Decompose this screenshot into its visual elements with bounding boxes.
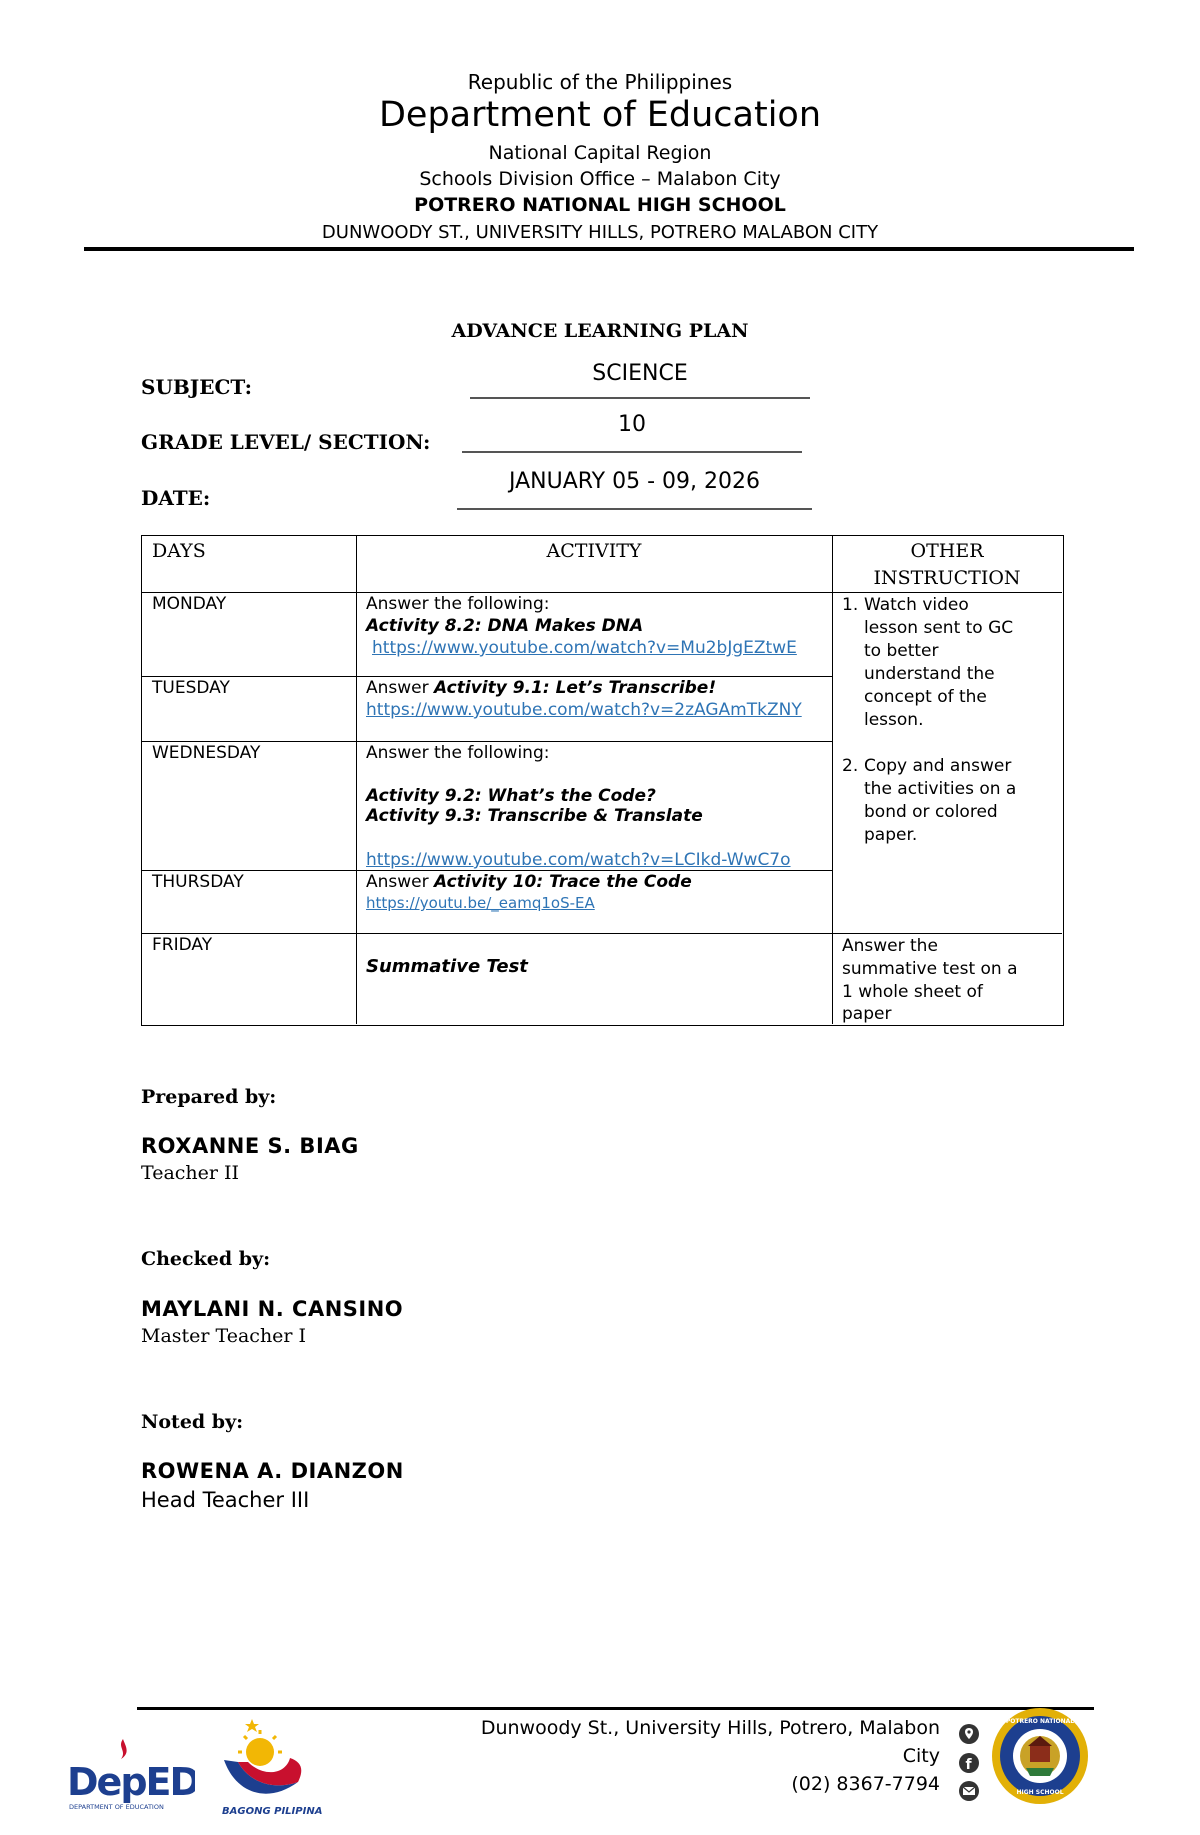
instruction-1-line5: concept of the	[864, 687, 987, 707]
instruction-2-number: 2.	[842, 756, 859, 776]
wednesday-activity-2: Activity 9.3: Transcribe & Translate	[366, 806, 703, 826]
row-day-friday: FRIDAY	[152, 935, 213, 955]
svg-text:f: f	[965, 1757, 972, 1773]
checked-by-position: Master Teacher I	[141, 1325, 307, 1347]
instruction-2-line2: the activities on a	[864, 779, 1017, 799]
header-division: Schools Division Office – Malabon City	[419, 168, 781, 190]
friday-other-line1: Answer the	[842, 936, 938, 956]
svg-text:BAGONG PILIPINAS: BAGONG PILIPINAS	[222, 1806, 322, 1817]
noted-by-position: Head Teacher III	[141, 1488, 310, 1512]
instruction-1-line1: Watch video	[864, 595, 969, 615]
grade-underline	[462, 451, 802, 453]
svg-text:POTRERO NATIONAL: POTRERO NATIONAL	[1005, 1718, 1075, 1725]
row-day-monday: MONDAY	[152, 594, 227, 614]
friday-activity: Summative Test	[366, 956, 528, 977]
row-day-tuesday: TUESDAY	[152, 678, 230, 698]
instruction-1-line2: lesson sent to GC	[864, 618, 1014, 638]
header-school: POTRERO NATIONAL HIGH SCHOOL	[414, 194, 786, 216]
grade-value: 10	[618, 412, 646, 437]
thursday-prefix: Answer	[366, 872, 435, 892]
header-other-line2: INSTRUCTION	[873, 567, 1021, 589]
header-region: National Capital Region	[488, 142, 712, 164]
friday-other-line4: paper	[842, 1004, 892, 1024]
friday-other-line3: 1 whole sheet of	[842, 982, 983, 1002]
deped-logo	[65, 1733, 195, 1813]
instruction-1-number: 1.	[842, 595, 859, 615]
grade-label: GRADE LEVEL/ SECTION:	[141, 430, 431, 454]
tuesday-prefix: Answer	[366, 678, 435, 698]
header-activity: ACTIVITY	[546, 540, 642, 562]
monday-link[interactable]: https://www.youtube.com/watch?v=Mu2bJgEZtwE	[372, 638, 797, 658]
table-row-divider	[142, 933, 1062, 934]
prepared-by-name: ROXANNE S. BIAG	[141, 1134, 359, 1158]
footer-phone: (02) 8367-7794	[791, 1773, 940, 1795]
thursday-link[interactable]: https://youtu.be/_eamq1oS-EA	[366, 894, 595, 912]
noted-by-label: Noted by:	[141, 1411, 244, 1433]
date-value: JANUARY 05 - 09, 2026	[509, 469, 760, 494]
plan-title: ADVANCE LEARNING PLAN	[451, 320, 749, 342]
svg-text:DEPARTMENT OF EDUCATION: DEPARTMENT OF EDUCATION	[69, 1803, 164, 1811]
prepared-by-label: Prepared by:	[141, 1086, 277, 1108]
subject-value: SCIENCE	[592, 361, 688, 386]
table-row-divider	[142, 592, 1062, 593]
svg-text:HIGH SCHOOL: HIGH SCHOOL	[1016, 1789, 1064, 1796]
date-label: DATE:	[141, 486, 211, 510]
friday-other-line2: summative test on a	[842, 959, 1018, 979]
tuesday-link[interactable]: https://www.youtube.com/watch?v=2zAGAmTkZNY	[366, 700, 802, 720]
email-icon	[958, 1780, 980, 1802]
header-address: DUNWOODY ST., UNIVERSITY HILLS, POTRERO MALABON CITY	[321, 222, 879, 243]
table-row-divider	[142, 676, 832, 677]
school-seal-logo	[990, 1706, 1090, 1806]
table-col-divider	[832, 536, 833, 1024]
instruction-2-line4: paper.	[864, 825, 918, 845]
facebook-icon	[958, 1752, 980, 1774]
tuesday-activity: Activity 9.1: Let’s Transcribe!	[434, 678, 717, 698]
subject-underline	[470, 397, 810, 399]
instruction-2-line1: Copy and answer	[864, 756, 1012, 776]
table-col-divider	[356, 536, 357, 1024]
checked-by-label: Checked by:	[141, 1248, 271, 1270]
plan-table	[141, 535, 1064, 1026]
thursday-activity: Activity 10: Trace the Code	[434, 872, 692, 892]
subject-label: SUBJECT:	[141, 375, 252, 399]
footer-address-line2: City	[902, 1745, 940, 1767]
header-days: DAYS	[152, 540, 206, 562]
footer-address-line1: Dunwoody St., University Hills, Potrero, Malabon	[480, 1717, 940, 1739]
header-divider	[84, 247, 1134, 251]
bagong-pilipinas-logo	[212, 1708, 322, 1820]
table-row-divider	[142, 741, 832, 742]
instruction-1-line6: lesson.	[864, 710, 924, 730]
location-icon	[958, 1723, 980, 1745]
wednesday-link[interactable]: https://www.youtube.com/watch?v=LCIkd-WwC7o	[366, 850, 791, 870]
svg-text:DepED: DepED	[67, 1760, 195, 1804]
wednesday-activity-1: Activity 9.2: What’s the Code?	[366, 786, 656, 806]
monday-activity: Activity 8.2: DNA Makes DNA	[366, 616, 644, 636]
prepared-by-position: Teacher II	[141, 1162, 240, 1184]
noted-by-name: ROWENA A. DIANZON	[141, 1459, 404, 1483]
header-other-line1: OTHER	[910, 540, 984, 562]
header-republic: Republic of the Philippines	[467, 70, 733, 94]
monday-instruction: Answer the following:	[366, 594, 550, 614]
wednesday-instruction: Answer the following:	[366, 743, 550, 763]
date-underline	[457, 508, 812, 510]
row-day-thursday: THURSDAY	[152, 872, 244, 892]
checked-by-name: MAYLANI N. CANSINO	[141, 1297, 404, 1321]
instruction-2-line3: bond or colored	[864, 802, 998, 822]
instruction-1-line3: to better	[864, 641, 939, 661]
header-department: Department of Education	[378, 95, 822, 135]
row-day-wednesday: WEDNESDAY	[152, 743, 261, 763]
instruction-1-line4: understand the	[864, 664, 995, 684]
